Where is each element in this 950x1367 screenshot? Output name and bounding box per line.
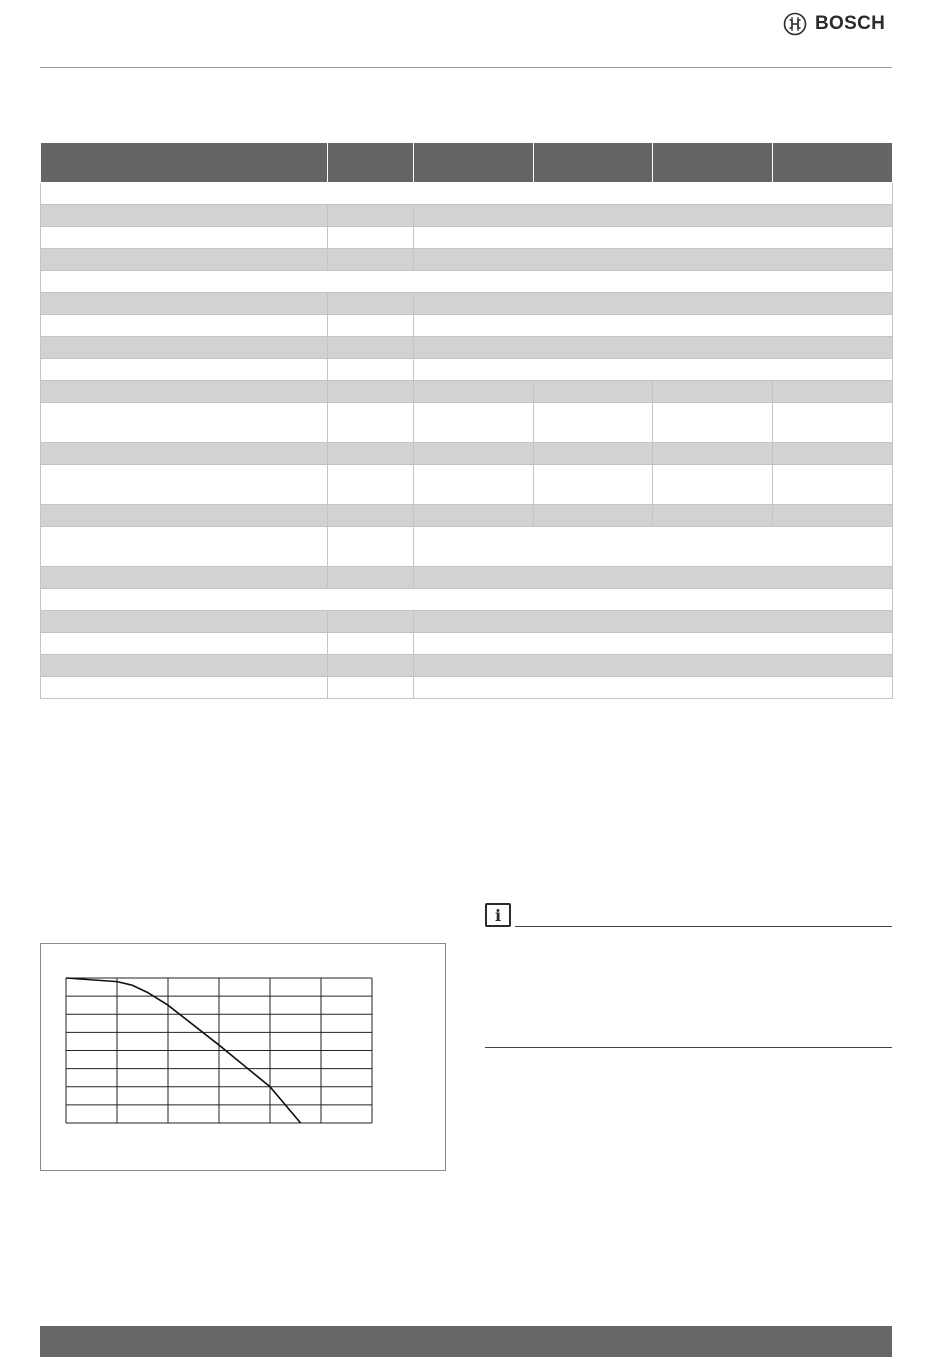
table-cell: [41, 205, 328, 227]
table-cell: [534, 505, 653, 527]
table-cell: [414, 505, 534, 527]
table-cell: [414, 465, 534, 505]
table-cell: [328, 655, 414, 677]
table-cell: [773, 465, 893, 505]
footer-bar: [40, 1326, 892, 1357]
table-cell: [414, 403, 534, 443]
brand-logo: [783, 10, 885, 38]
table-cell: [328, 567, 414, 589]
table-section-row: [41, 271, 893, 293]
table-cell: [414, 249, 893, 271]
table-cell: [41, 293, 328, 315]
table-cell: [41, 443, 328, 465]
table-cell: [414, 315, 893, 337]
table-cell: [773, 403, 893, 443]
table-row: [41, 527, 893, 567]
table-cell: [328, 677, 414, 699]
table-header-cell: [41, 143, 328, 183]
table-header-row: [41, 143, 893, 183]
table-cell: [41, 227, 328, 249]
info-rule-top: [515, 926, 892, 927]
table-cell: [41, 271, 893, 293]
table-cell: [41, 359, 328, 381]
table-cell: [328, 381, 414, 403]
table-cell: [414, 655, 893, 677]
table-cell: [414, 381, 534, 403]
table-cell: [328, 633, 414, 655]
table-section-row: [41, 183, 893, 205]
table-section-row: [41, 589, 893, 611]
table-cell: [773, 381, 893, 403]
table-row: [41, 655, 893, 677]
table-row: [41, 293, 893, 315]
table-cell: [41, 381, 328, 403]
table-row: [41, 633, 893, 655]
table-cell: [41, 633, 328, 655]
table-cell: [653, 465, 773, 505]
table-cell: [41, 249, 328, 271]
brand-name: BOSCH: [815, 13, 886, 34]
table-row: [41, 465, 893, 505]
table-cell: [534, 381, 653, 403]
table-row: [41, 443, 893, 465]
table-row: [41, 567, 893, 589]
table-cell: [41, 611, 328, 633]
bosch-armature-logo-icon: [783, 12, 807, 36]
table-cell: [328, 315, 414, 337]
table-cell: [414, 337, 893, 359]
table-row: [41, 227, 893, 249]
table-cell: [328, 337, 414, 359]
table-row: [41, 611, 893, 633]
table-cell: [41, 337, 328, 359]
table-cell: [41, 403, 328, 443]
table-cell: [41, 527, 328, 567]
table-row: [41, 381, 893, 403]
table-header-cell: [773, 143, 893, 183]
table-row: [41, 677, 893, 699]
table-cell: [41, 655, 328, 677]
table-cell: [414, 527, 893, 567]
table-row: [41, 505, 893, 527]
table-cell: [414, 677, 893, 699]
table-cell: [414, 443, 534, 465]
table-cell: [328, 227, 414, 249]
info-rule-bottom: [485, 1047, 892, 1048]
table-cell: [41, 505, 328, 527]
table-header-cell: [653, 143, 773, 183]
table-header-cell: [414, 143, 534, 183]
table-cell: [328, 403, 414, 443]
table-row: [41, 249, 893, 271]
table-cell: [328, 293, 414, 315]
table-cell: [328, 249, 414, 271]
table-row: [41, 205, 893, 227]
table-row: [41, 337, 893, 359]
table-cell: [534, 443, 653, 465]
table-cell: [773, 505, 893, 527]
table-cell: [653, 505, 773, 527]
pump-curve-figure: [40, 943, 446, 1171]
table-cell: [534, 403, 653, 443]
table-cell: [414, 611, 893, 633]
table-cell: [414, 633, 893, 655]
table-cell: [414, 359, 893, 381]
table-cell: [414, 205, 893, 227]
table-cell: [653, 403, 773, 443]
pump-curve-chart: [41, 944, 445, 1170]
table-row: [41, 403, 893, 443]
table-cell: [414, 227, 893, 249]
table-cell: [414, 293, 893, 315]
table-cell: [328, 527, 414, 567]
table-cell: [414, 567, 893, 589]
table-row: [41, 359, 893, 381]
table-cell: [41, 465, 328, 505]
table-cell: [328, 465, 414, 505]
info-icon: i: [485, 903, 511, 927]
header-rule: [40, 67, 892, 68]
table-cell: [328, 205, 414, 227]
table-cell: [41, 315, 328, 337]
table-cell: [653, 381, 773, 403]
table-cell: [328, 611, 414, 633]
table-cell: [534, 465, 653, 505]
table-cell: [41, 183, 893, 205]
table-cell: [328, 505, 414, 527]
table-header-cell: [534, 143, 653, 183]
table-cell: [41, 567, 328, 589]
table-header-cell: [328, 143, 414, 183]
technical-data-table: [40, 142, 893, 699]
table-cell: [41, 677, 328, 699]
table-cell: [328, 443, 414, 465]
table-cell: [328, 359, 414, 381]
table-cell: [41, 589, 893, 611]
table-row: [41, 315, 893, 337]
table-cell: [773, 443, 893, 465]
table-cell: [653, 443, 773, 465]
